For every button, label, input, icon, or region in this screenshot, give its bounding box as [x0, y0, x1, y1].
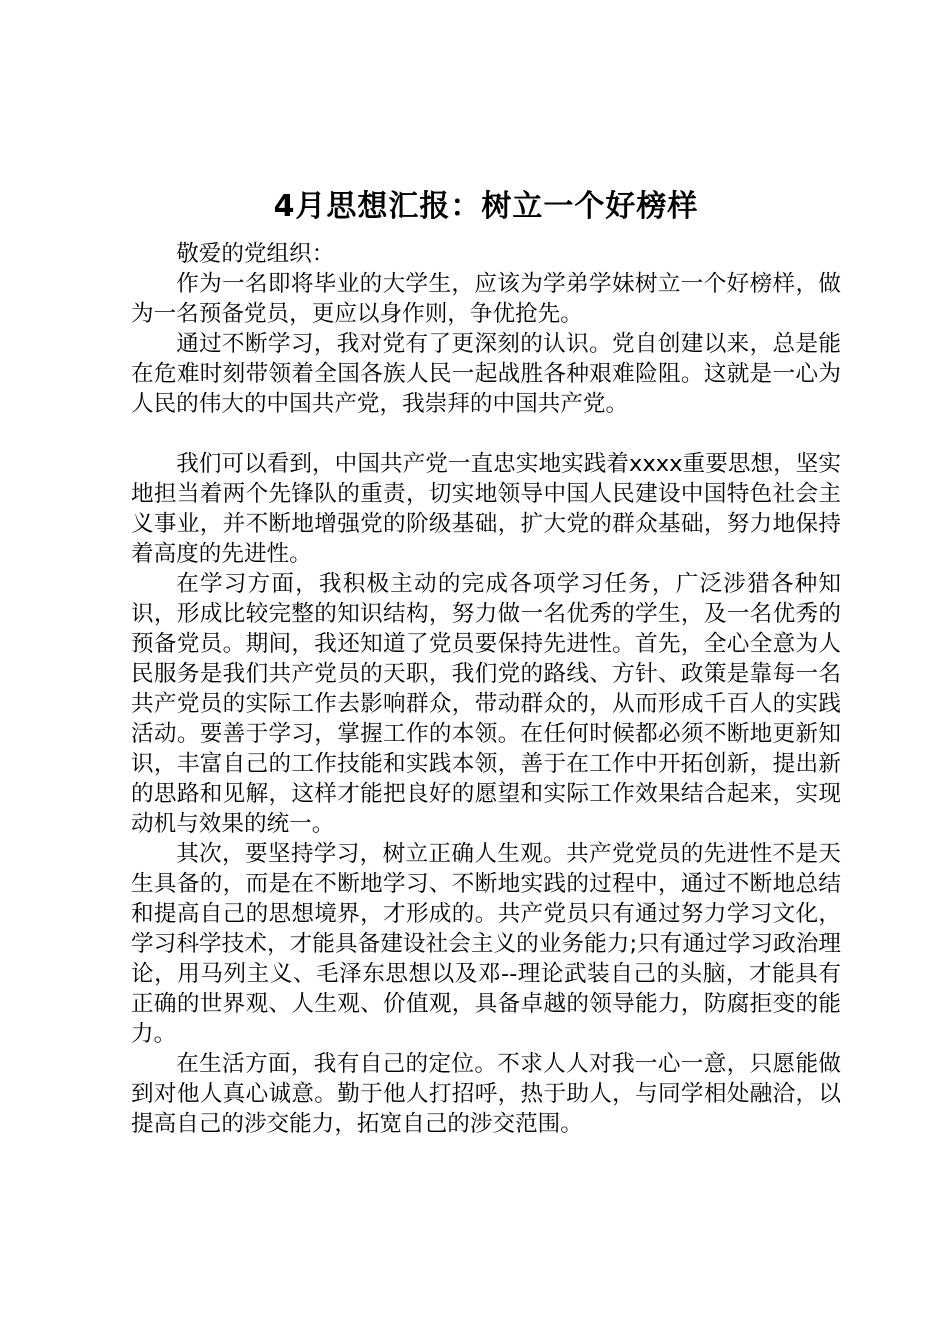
paragraph-5: 其次，要坚持学习，树立正确人生观。共产党党员的先进性不是天生具备的，而是在不断地学习、不断地实践的过程中，通过不断地总结和提高自己的思想境界，才形成的。共产党员只有通过努力学习文化，学习科学技术，才能具备建设社会主义的业务能力;只有通过学习政治理论，用马列主义、毛泽东思想以及邓--理论武装自己的头脑，才能具有正确的世界观、人生观、价值观，具备卓越的领导能力，防腐拒变的能力。	[131, 841, 841, 1047]
paragraph-2: 通过不断学习，我对党有了更深刻的认识。党自创建以来，总是能在危难时刻带领着全国各族人民一起战胜各种艰难险阻。这就是一心为人民的伟大的中国共产党，我崇拜的中国共产党。	[131, 331, 841, 417]
document-title: 4月思想汇报：树立一个好榜样	[273, 189, 699, 224]
paragraph-6: 在生活方面，我有自己的定位。不求人人对我一心一意，只愿能做到对他人真心诚意。勤于他人打招呼，热于助人，与同学相处融洽，以提高自己的涉交能力，拓宽自己的涉交范围。	[131, 1051, 841, 1137]
paragraph-4: 在学习方面，我积极主动的完成各项学习任务，广泛涉猎各种知识，形成比较完整的知识结构，努力做一名优秀的学生，及一名优秀的预备党员。期间，我还知道了党员要保持先进性。首先，全心全意为人民服务是我们共产党员的天职，我们党的路线、方针、政策是靠每一名共产党员的实际工作去影响群众，带动群众的，从而形成千百人的实践活动。要善于学习，掌握工作的本领。在任何时候都必须不断地更新知识，丰富自己的工作技能和实践本领，善于在工作中开拓创新，提出新的思路和见解，这样才能把良好的愿望和实际工作效果结合起来，实现动机与效果的统一。	[131, 571, 841, 837]
salutation: 敬爱的党组织：	[176, 241, 335, 267]
paragraph-1: 作为一名即将毕业的大学生，应该为学弟学妹树立一个好榜样，做为一名预备党员，更应以身作则，争优抢先。	[131, 271, 841, 327]
paragraph-3: 我们可以看到，中国共产党一直忠实地实践着xxxx重要思想，坚实地担当着两个先锋队的重责，切实地领导中国人民建设中国特色社会主义事业，并不断地增强党的阶级基础，扩大党的群众基础，努力地保持着高度的先进性。	[131, 451, 841, 567]
document-page	[131, 185, 841, 1139]
